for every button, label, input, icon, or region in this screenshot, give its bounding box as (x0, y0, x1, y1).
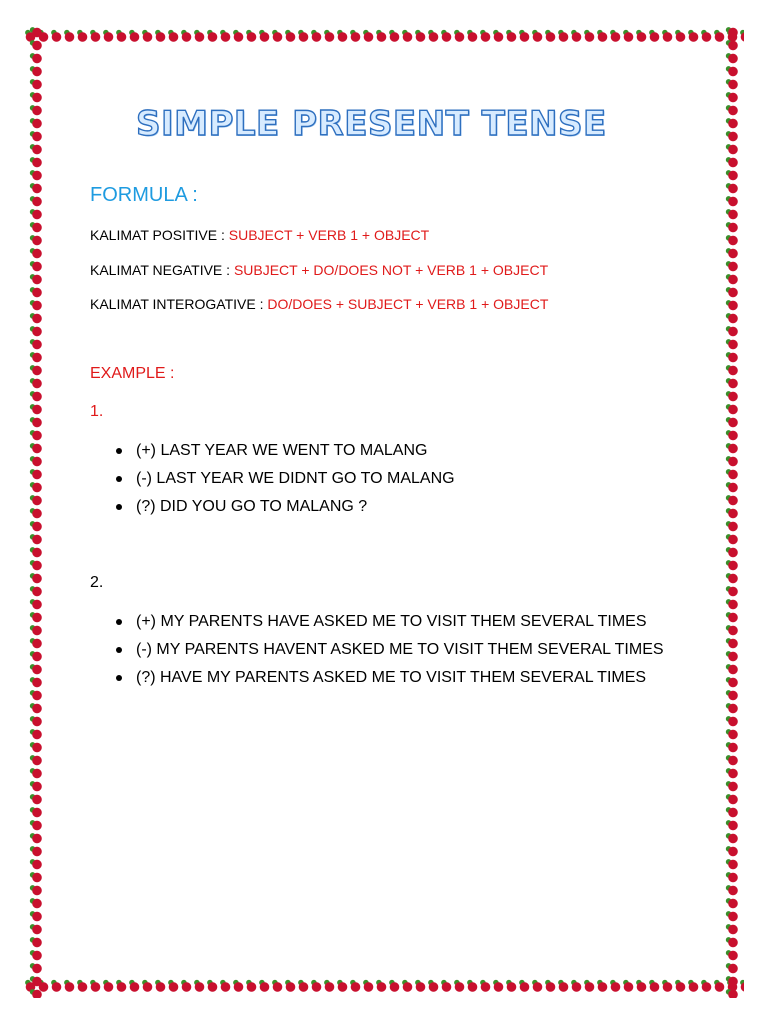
example-sentence: (+) LAST YEAR WE WENT TO MALANG (136, 442, 428, 459)
list-item (112, 608, 672, 636)
bullet-icon (116, 448, 122, 454)
rule-label: KALIMAT POSITIVE : (90, 227, 229, 243)
list-item (112, 664, 672, 692)
list-item (112, 493, 672, 521)
rule-label: KALIMAT INTEROGATIVE : (90, 296, 268, 312)
rule-label: KALIMAT NEGATIVE : (90, 262, 234, 278)
rule-negative (90, 262, 548, 278)
bullet-icon (116, 504, 122, 510)
example-sentence: (+) MY PARENTS HAVE ASKED ME TO VISIT THEM SEVERAL TIMES (136, 613, 647, 630)
list-item (112, 465, 672, 493)
flower-border-left (26, 26, 48, 998)
formula-heading: FORMULA : (90, 184, 198, 206)
bullet-icon (116, 675, 122, 681)
example-sentence: (-) MY PARENTS HAVENT ASKED ME TO VISIT THEM SEVERAL TIMES (136, 641, 664, 658)
bullet-icon (116, 647, 122, 653)
bullet-icon (116, 476, 122, 482)
list-item (112, 636, 672, 664)
example-sentence: (-) LAST YEAR WE DIDNT GO TO MALANG (136, 470, 455, 487)
rule-interrogative (90, 296, 548, 312)
rule-positive (90, 227, 429, 243)
flower-border-right (722, 26, 744, 998)
bullet-icon (116, 619, 122, 625)
example-sentence: (?) DID YOU GO TO MALANG ? (136, 498, 368, 515)
example-list-1 (112, 437, 672, 521)
example-sentence: (?) HAVE MY PARENTS ASKED ME TO VISIT THEM SEVERAL TIMES (136, 669, 647, 686)
rule-formula: SUBJECT + VERB 1 + OBJECT (228, 227, 430, 243)
example-number-1: 1. (90, 403, 104, 420)
list-item (112, 437, 672, 465)
rule-formula: SUBJECT + DO/DOES NOT + VERB 1 + OBJECT (233, 262, 549, 278)
rule-formula: DO/DOES + SUBJECT + VERB 1 + OBJECT (267, 296, 549, 312)
example-heading: EXAMPLE : (90, 365, 175, 382)
flower-border-bottom (24, 976, 744, 998)
example-number-2: 2. (90, 574, 104, 591)
page-title: SIMPLE PRESENT TENSE (136, 104, 607, 144)
example-list-2 (112, 608, 672, 692)
flower-border-top (24, 26, 744, 48)
